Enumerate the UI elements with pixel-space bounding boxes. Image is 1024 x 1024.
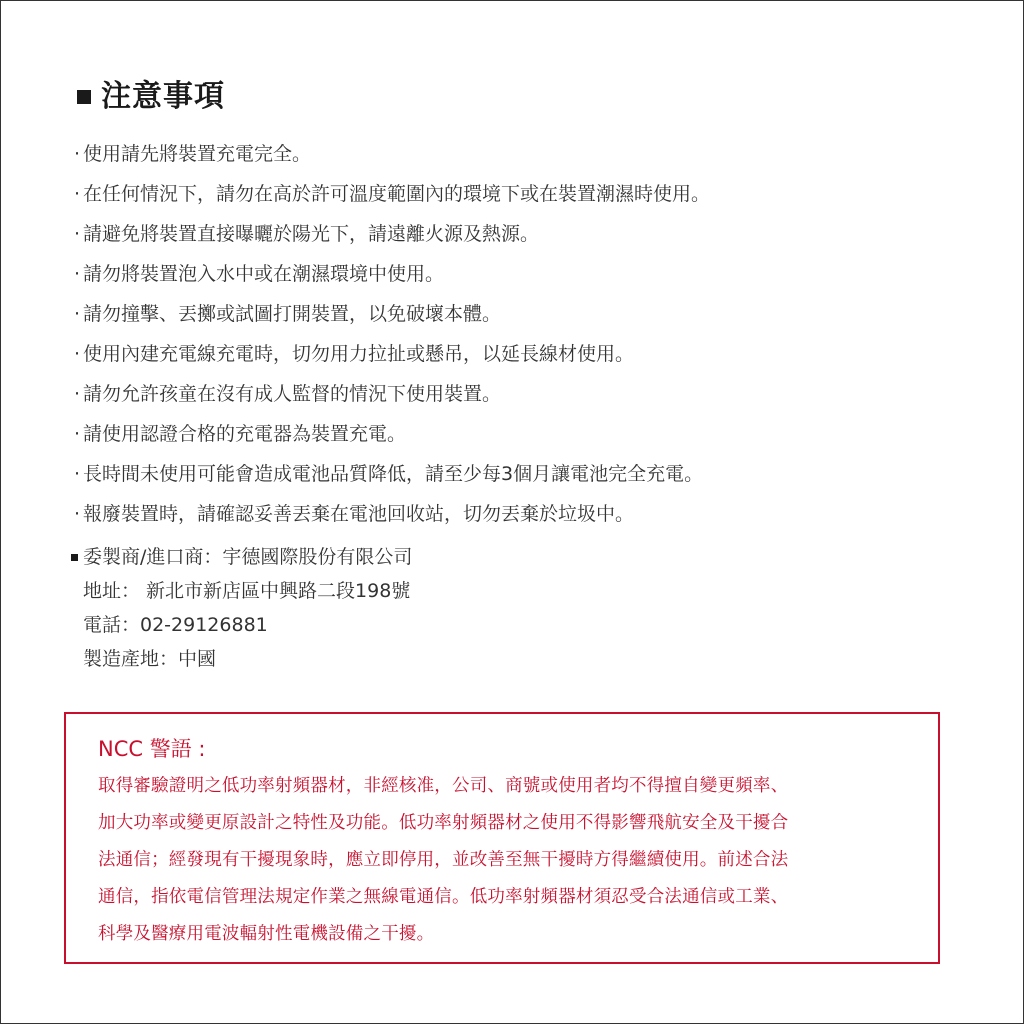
list-item	[71, 214, 710, 254]
ncc-line: 法通信；經發現有干擾現象時，應立即停用，並改善至無干擾時方得繼續使用。前述合法	[98, 850, 789, 870]
precaution-text: 請勿允許孩童在沒有成人監督的情況下使用裝置。	[83, 383, 502, 405]
precaution-text: 使用請先將裝置充電完全。	[83, 143, 312, 165]
precaution-text: 使用內建充電線充電時，切勿用力拉扯或懸吊，以延長線材使用。	[83, 343, 635, 365]
importer-address: 地址： 新北市新店區中興路二段198號	[83, 580, 411, 602]
precaution-text: 在任何情況下，請勿在高於許可溫度範圍內的環境下或在裝置潮濕時使用。	[83, 183, 711, 205]
importer-company-row	[71, 540, 412, 574]
list-item	[71, 254, 710, 294]
dot-bullet-icon: ·	[73, 343, 81, 365]
ncc-title: NCC 警語 :	[98, 737, 206, 761]
list-item	[71, 334, 710, 374]
dot-bullet-icon: ·	[73, 303, 81, 325]
precaution-text: 長時間未使用可能會造成電池品質降低，請至少每3個月讓電池完全充電。	[83, 463, 704, 485]
ncc-line: 科學及醫療用電波輻射性電機設備之干擾。	[98, 924, 435, 944]
square-bullet-icon	[71, 554, 78, 561]
list-item	[71, 174, 710, 214]
precaution-text: 請避免將裝置直接曝曬於陽光下，請遠離火源及熱源。	[83, 223, 540, 245]
list-item	[71, 454, 710, 494]
square-bullet-icon	[77, 90, 91, 104]
ncc-line: 加大功率或變更原設計之特性及功能。低功率射頻器材之使用不得影響飛航安全及干擾合	[98, 813, 789, 833]
dot-bullet-icon: ·	[73, 143, 81, 165]
dot-bullet-icon: ·	[73, 263, 81, 285]
precaution-text: 請勿將裝置泡入水中或在潮濕環境中使用。	[83, 263, 445, 285]
list-item	[71, 374, 710, 414]
precaution-text: 請使用認證合格的充電器為裝置充電。	[83, 423, 407, 445]
dot-bullet-icon: ·	[73, 503, 81, 525]
ncc-warning-box	[64, 712, 940, 964]
precaution-text: 請勿撞擊、丟擲或試圖打開裝置，以免破壞本體。	[83, 303, 502, 325]
list-item	[71, 294, 710, 334]
list-item	[71, 494, 710, 534]
dot-bullet-icon: ·	[73, 223, 81, 245]
ncc-line: 取得審驗證明之低功率射頻器材，非經核准，公司、商號或使用者均不得擅自變更頻率、	[98, 776, 789, 796]
precaution-text: 報廢裝置時，請確認妥善丟棄在電池回收站，切勿丟棄於垃圾中。	[83, 503, 635, 525]
dot-bullet-icon: ·	[73, 183, 81, 205]
ncc-line: 通信，指依電信管理法規定作業之無線電通信。低功率射頻器材須忍受合法通信或工業、	[98, 887, 789, 907]
list-item	[71, 414, 710, 454]
dot-bullet-icon: ·	[73, 463, 81, 485]
list-item	[71, 134, 710, 174]
importer-info	[71, 540, 412, 676]
importer-origin: 製造產地：中國	[83, 648, 217, 670]
ncc-warning-text	[98, 768, 918, 953]
precautions-header	[77, 75, 225, 119]
precautions-list	[71, 134, 710, 534]
importer-phone: 電話：02-29126881	[83, 614, 268, 636]
dot-bullet-icon: ·	[73, 383, 81, 405]
dot-bullet-icon: ·	[73, 423, 81, 445]
importer-company: 委製商/進口商：宇德國際股份有限公司	[83, 546, 413, 568]
precautions-title: 注意事項	[101, 79, 225, 114]
